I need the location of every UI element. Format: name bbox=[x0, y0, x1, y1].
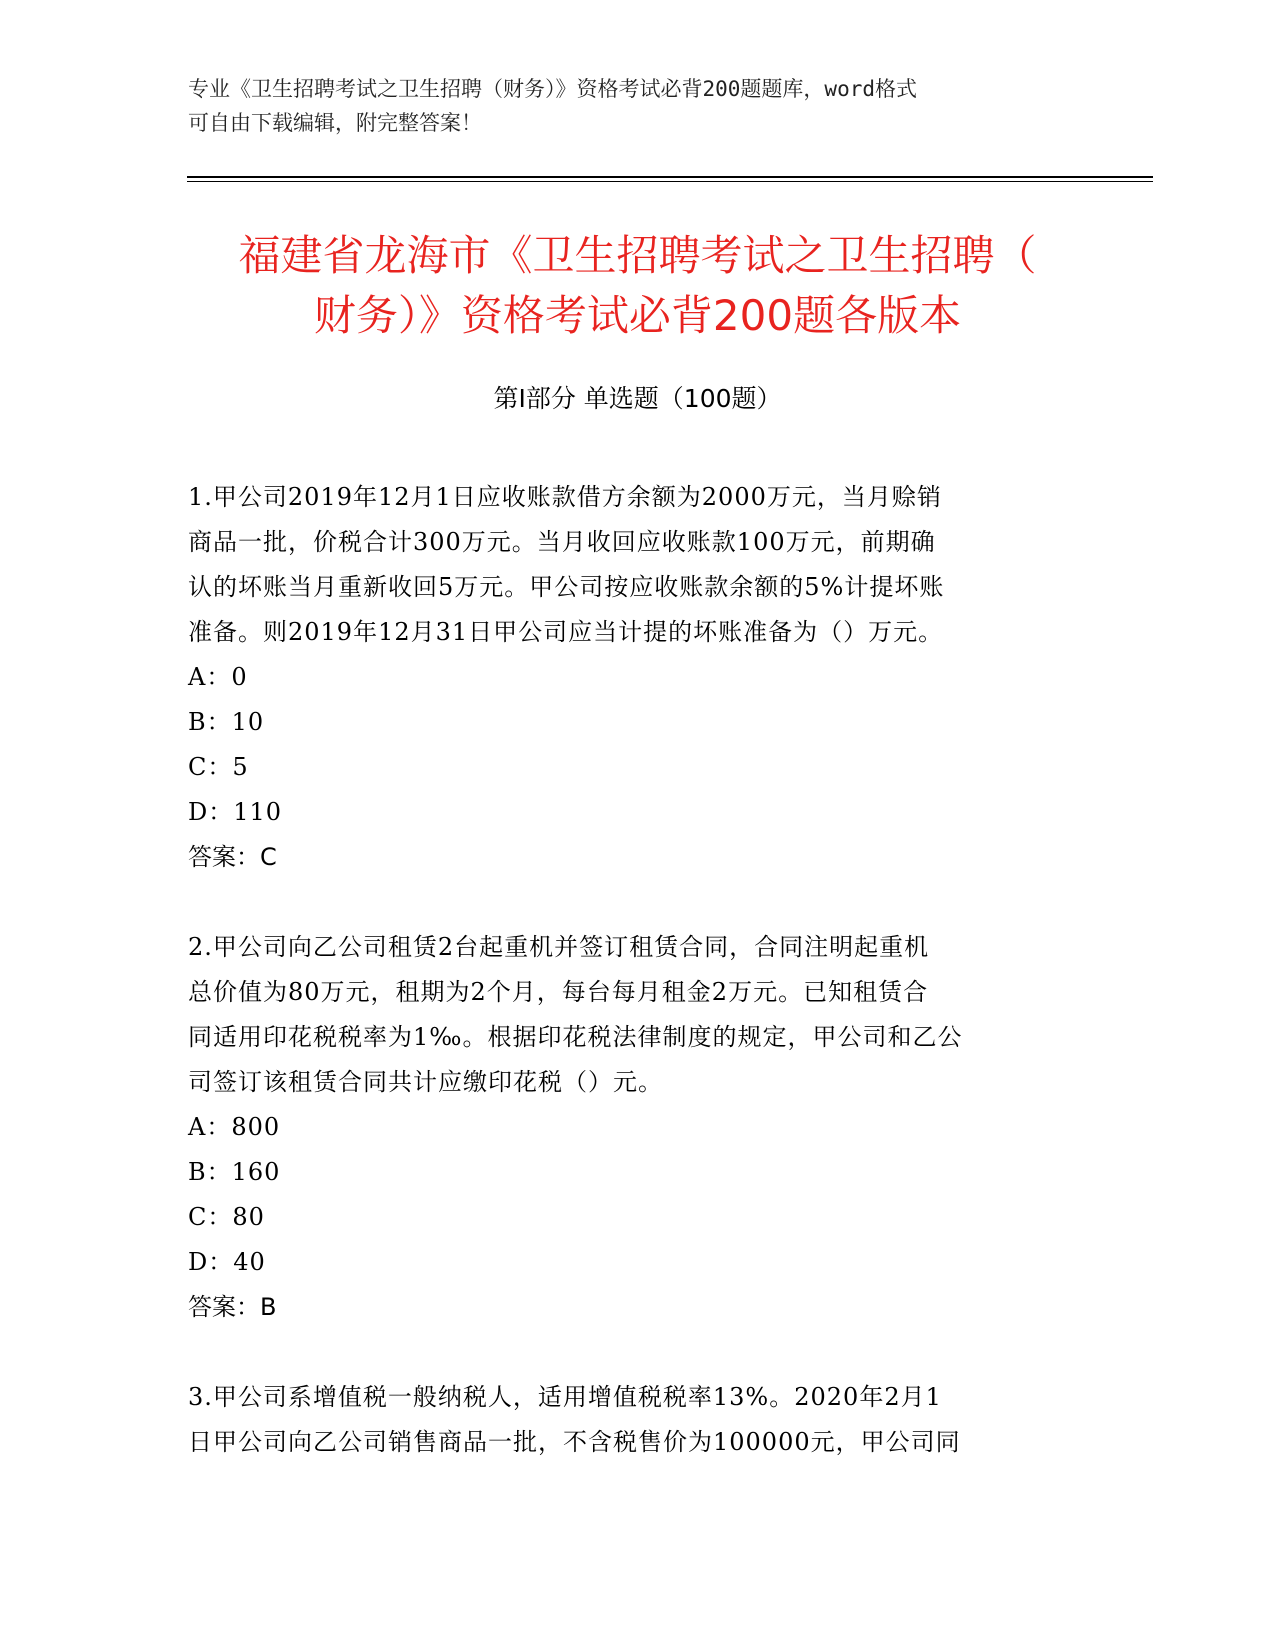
question-2-option-b: B：160 bbox=[188, 1158, 281, 1186]
question-1-stem-line: 认的坏账当月重新收回5万元。甲公司按应收账款余额的5%计提坏账 bbox=[188, 573, 945, 601]
document-header bbox=[188, 72, 1078, 140]
question-3-stem-line: 3.甲公司系增值税一般纳税人，适用增值税税率13%。2020年2月1 bbox=[188, 1383, 942, 1411]
question-list bbox=[188, 475, 1078, 1510]
header-line-1: 专业《卫生招聘考试之卫生招聘（财务）》资格考试必背200题题库，word格式 bbox=[188, 77, 917, 101]
question-2 bbox=[188, 925, 1078, 1330]
document-title bbox=[150, 226, 1125, 346]
question-3-stem-line: 日甲公司向乙公司销售商品一批，不含税售价为100000元，甲公司同 bbox=[188, 1428, 961, 1456]
question-2-stem-line: 总价值为80万元，租期为2个月，每台每月租金2万元。已知租赁合 bbox=[188, 978, 929, 1006]
section-title: 第Ⅰ部分 单选题（100题） bbox=[493, 384, 782, 413]
question-1-stem-line: 1.甲公司2019年12月1日应收账款借方余额为2000万元，当月赊销 bbox=[188, 483, 942, 511]
question-2-stem-line: 同适用印花税税率为1‰。根据印花税法律制度的规定，甲公司和乙公 bbox=[188, 1023, 963, 1051]
header-rule-thin bbox=[187, 181, 1153, 182]
question-2-stem-line: 2.甲公司向乙公司租赁2台起重机并签订租赁合同，合同注明起重机 bbox=[188, 933, 930, 961]
title-line-2: 财务）》资格考试必背200题各版本 bbox=[313, 291, 962, 340]
question-1-option-c: C：5 bbox=[188, 753, 249, 781]
header-rule-thick bbox=[187, 176, 1153, 178]
question-1-answer: 答案：C bbox=[188, 843, 277, 871]
title-line-1: 福建省龙海市《卫生招聘考试之卫生招聘（ bbox=[238, 231, 1037, 280]
question-1-option-b: B：10 bbox=[188, 708, 265, 736]
question-2-option-c: C：80 bbox=[188, 1203, 265, 1231]
question-3 bbox=[188, 1375, 1078, 1465]
question-2-option-a: A：800 bbox=[188, 1113, 281, 1141]
header-line-2: 可自由下载编辑，附完整答案！ bbox=[188, 111, 482, 135]
question-1-option-d: D：110 bbox=[188, 798, 283, 826]
question-1-stem-line: 准备。则2019年12月31日甲公司应当计提的坏账准备为（）万元。 bbox=[188, 618, 944, 646]
question-2-answer: 答案：B bbox=[188, 1293, 277, 1321]
question-2-stem-line: 司签订该租赁合同共计应缴印花税（）元。 bbox=[188, 1068, 663, 1096]
question-2-option-d: D：40 bbox=[188, 1248, 266, 1276]
question-1-stem-line: 商品一批，价税合计300万元。当月收回应收账款100万元，前期确 bbox=[188, 528, 936, 556]
question-1 bbox=[188, 475, 1078, 880]
question-1-option-a: A：0 bbox=[188, 663, 248, 691]
